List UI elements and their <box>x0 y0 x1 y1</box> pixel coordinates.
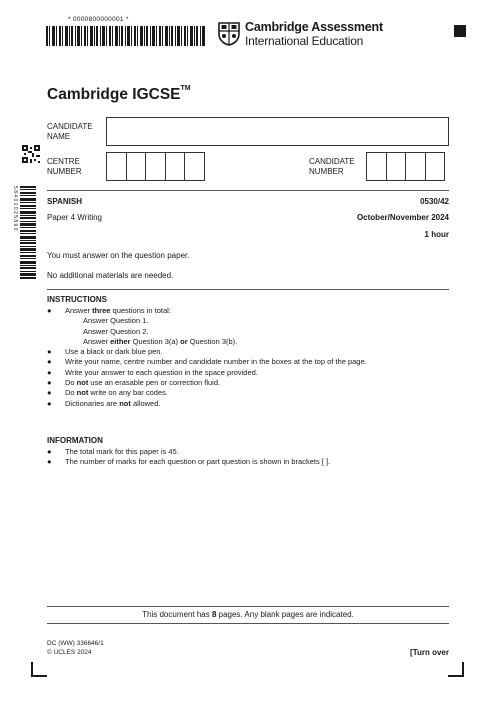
logo-subtitle: International Education <box>245 34 364 48</box>
candidate-number-cell[interactable] <box>386 152 407 181</box>
side-barcode <box>20 186 40 280</box>
instruction-item: ● Do not write on any bar codes. <box>47 388 168 398</box>
side-barcode-digits: 5 8 4 0 1 0 2 5 8 9 0 <box>12 186 18 231</box>
barcode-number: * 0000800000001 * <box>68 16 129 23</box>
candidate-name-field[interactable] <box>106 117 449 146</box>
candidate-name-label: CANDIDATE NAME <box>47 122 93 141</box>
centre-number-label: CENTRE NUMBER <box>47 157 82 176</box>
centre-number-boxes <box>106 152 205 181</box>
instruction-subitem: Answer either Question 3(a) or Question 3(b). <box>83 336 238 346</box>
crest-icon <box>218 22 240 46</box>
divider-middle <box>47 289 449 290</box>
instruction-item: ● Dictionaries are not allowed. <box>47 398 161 408</box>
candidate-number-cell[interactable] <box>366 152 387 181</box>
centre-number-cell[interactable] <box>165 152 186 181</box>
information-list <box>47 447 447 468</box>
divider-top <box>47 190 449 191</box>
candidate-number-cell[interactable] <box>405 152 426 181</box>
turn-over: [Turn over <box>410 648 449 657</box>
top-barcode <box>46 26 206 46</box>
subject: SPANISH <box>47 197 82 206</box>
crop-mark-bottom-left-h <box>31 675 47 677</box>
centre-number-cell[interactable] <box>145 152 166 181</box>
centre-number-cell[interactable] <box>106 152 127 181</box>
candidate-number-label: CANDIDATE NUMBER <box>309 157 355 176</box>
centre-number-cell[interactable] <box>126 152 147 181</box>
paper-code: 0530/42 <box>420 197 449 206</box>
candidate-number-cell[interactable] <box>425 152 446 181</box>
duration: 1 hour <box>424 230 449 239</box>
divider-footer <box>47 606 449 607</box>
page-count-note: This document has 8 pages. Any blank pages are indicated. <box>142 610 354 619</box>
registration-mark-top-right <box>454 25 466 37</box>
instructions-heading: INSTRUCTIONS <box>47 295 107 304</box>
session: October/November 2024 <box>356 213 449 222</box>
instruction-item: ● Do not use an erasable pen or correction fluid. <box>47 378 221 388</box>
qualification-title <box>47 86 191 104</box>
instructions-list <box>47 306 447 409</box>
centre-number-cell[interactable] <box>184 152 205 181</box>
crop-mark-bottom-right-v <box>462 662 464 677</box>
qr-code <box>22 145 40 163</box>
note-answer-on-paper: You must answer on the question paper. <box>47 251 190 260</box>
information-item: ● The number of marks for each question or part question is shown in brackets [ ]. <box>47 457 331 467</box>
instruction-subitem: Answer Question 1. <box>83 316 149 326</box>
qualification-name: Cambridge IGCSE <box>47 86 181 103</box>
logo-title: Cambridge Assessment <box>245 20 383 34</box>
document-reference: DC (WW) 336646/1 <box>47 640 104 647</box>
instruction-item: ● Answer three questions in total: <box>47 306 171 315</box>
instruction-item: ● Write your name, centre number and candidate number in the boxes at the top of the page. <box>47 357 367 367</box>
instruction-item: ● Write your answer to each question in the space provided. <box>47 367 258 377</box>
trademark-mark: TM <box>180 85 191 92</box>
divider-footer-bottom <box>47 623 449 624</box>
instruction-subitem: Answer Question 2. <box>83 326 149 336</box>
crop-mark-bottom-left-v <box>31 662 33 677</box>
information-heading: INFORMATION <box>47 436 103 445</box>
copyright: © UCLES 2024 <box>47 649 92 656</box>
paper-title: Paper 4 Writing <box>47 213 102 222</box>
information-item: ● The total mark for this paper is 45. <box>47 447 179 456</box>
candidate-number-boxes <box>366 152 445 181</box>
instruction-item: ● Use a black or dark blue pen. <box>47 347 163 357</box>
note-no-materials: No additional materials are needed. <box>47 271 174 280</box>
